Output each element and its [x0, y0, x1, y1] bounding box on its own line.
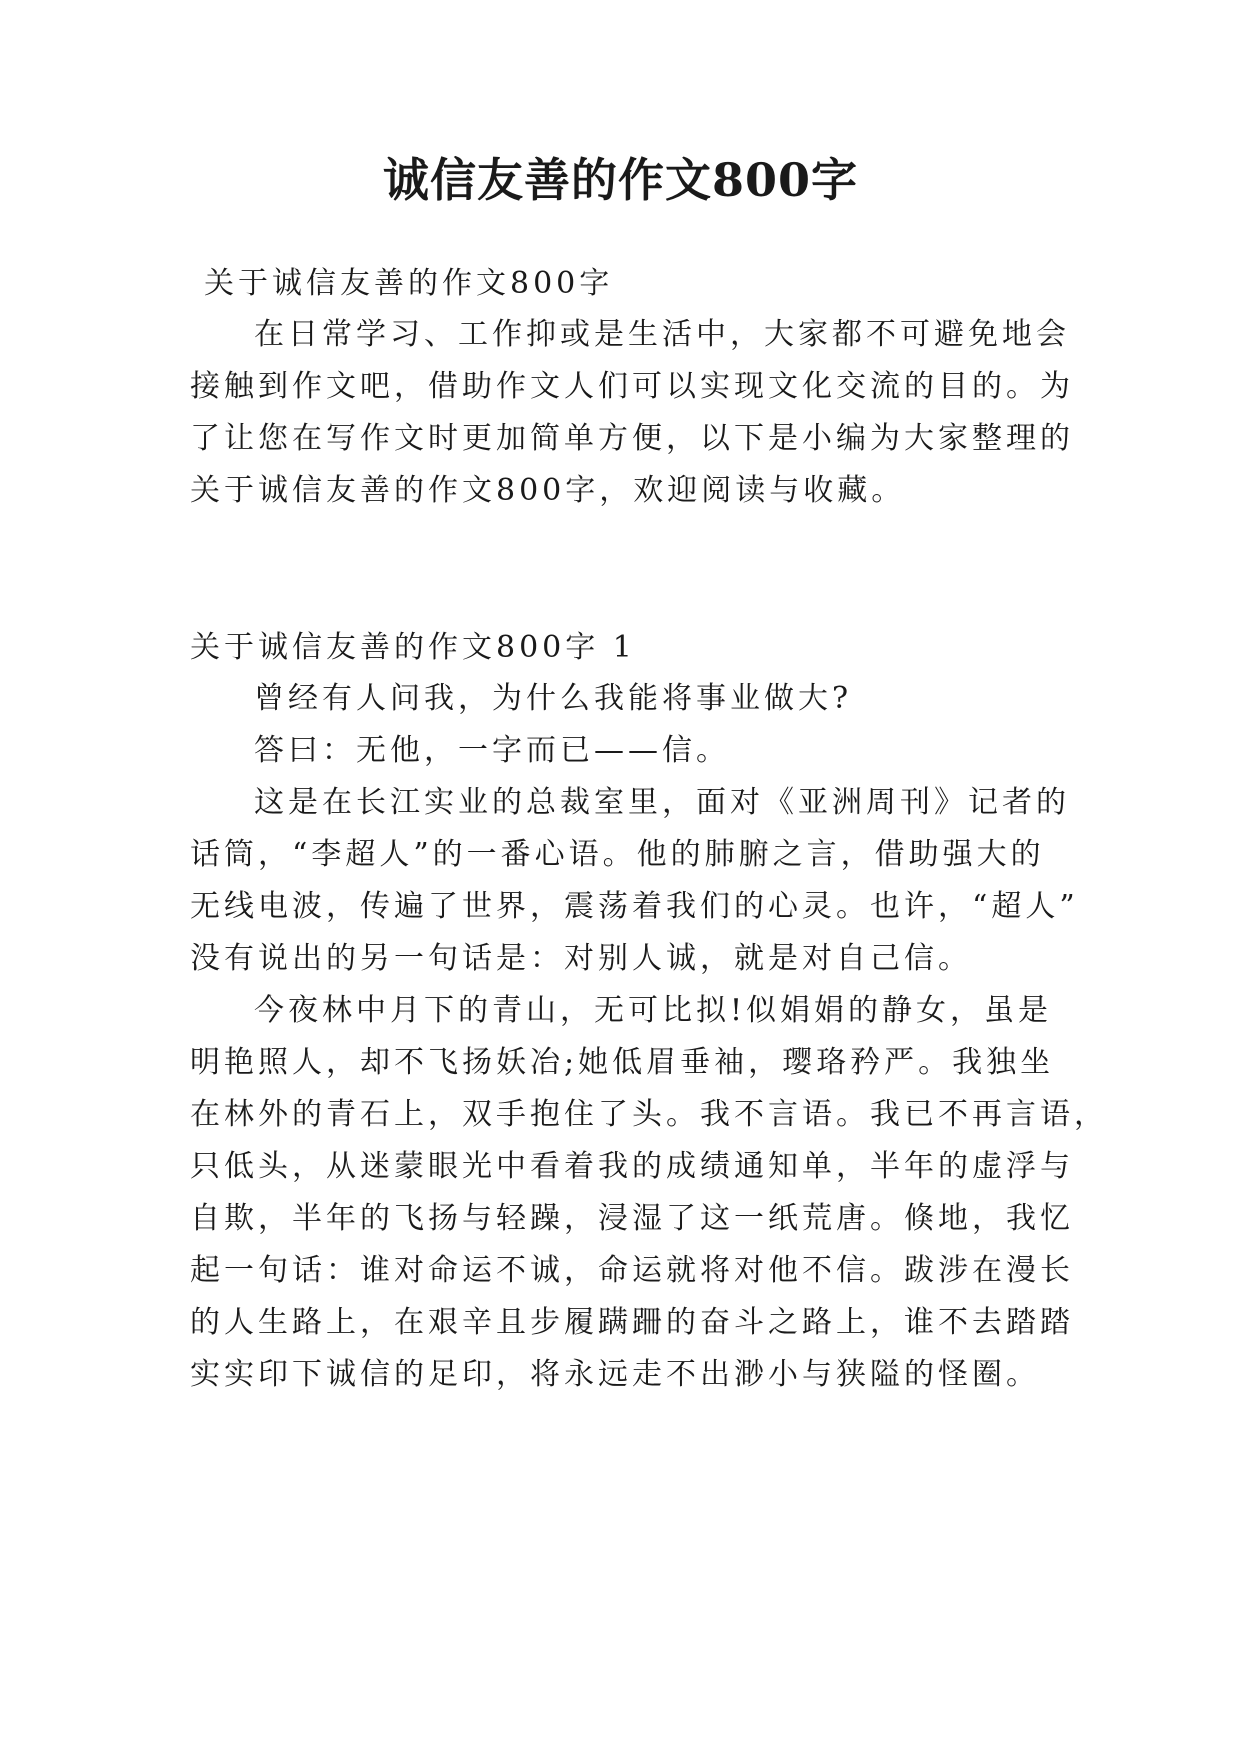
section-heading: 关于诚信友善的作文800字 1	[190, 630, 636, 665]
section-line-1: 曾经有人问我，为什么我能将事业做大?	[254, 681, 853, 716]
section-line-3: 这是在长江实业的总裁室里，面对《亚洲周刊》记者的	[254, 785, 1070, 820]
section-line-5: 无线电波，传遍了世界，震荡着我们的心灵。也许，“超人”	[190, 889, 1079, 924]
section-line-2: 答曰：无他，一字而已——信。	[254, 733, 730, 768]
section-line-11: 自欺，半年的飞扬与轻躁，浸湿了这一纸荒唐。倏地，我忆	[190, 1201, 1074, 1236]
document-title: 诚信友善的作文800字	[382, 153, 859, 207]
intro-heading: 关于诚信友善的作文800字	[204, 266, 614, 301]
intro-line-1: 在日常学习、工作抑或是生活中，大家都不可避免地会	[254, 317, 1070, 352]
section-line-7: 今夜林中月下的青山，无可比拟!似娟娟的静女，虽是	[254, 993, 1053, 1028]
section-line-6: 没有说出的另一句话是：对别人诚，就是对自己信。	[190, 941, 972, 976]
section-line-10: 只低头，从迷蒙眼光中看着我的成绩通知单，半年的虚浮与	[190, 1149, 1074, 1184]
intro-line-3: 了让您在写作文时更加简单方便，以下是小编为大家整理的	[190, 421, 1074, 456]
section-line-8: 明艳照人，却不飞扬妖冶;她低眉垂袖，璎珞矜严。我独坐	[190, 1045, 1055, 1080]
intro-line-2: 接触到作文吧，借助作文人们可以实现文化交流的目的。为	[190, 369, 1074, 404]
section-line-9: 在林外的青石上，双手抱住了头。我不言语。我已不再言语，	[190, 1097, 1108, 1132]
section-line-14: 实实印下诚信的足印，将永远走不出渺小与狭隘的怪圈。	[190, 1357, 1040, 1392]
section-line-13: 的人生路上，在艰辛且步履蹒跚的奋斗之路上，谁不去踏踏	[190, 1305, 1074, 1340]
section-line-4: 话筒，“李超人”的一番心语。他的肺腑之言，借助强大的	[190, 837, 1045, 872]
intro-line-4: 关于诚信友善的作文800字，欢迎阅读与收藏。	[190, 473, 906, 508]
section-line-12: 起一句话：谁对命运不诚，命运就将对他不信。跋涉在漫长	[190, 1253, 1074, 1288]
